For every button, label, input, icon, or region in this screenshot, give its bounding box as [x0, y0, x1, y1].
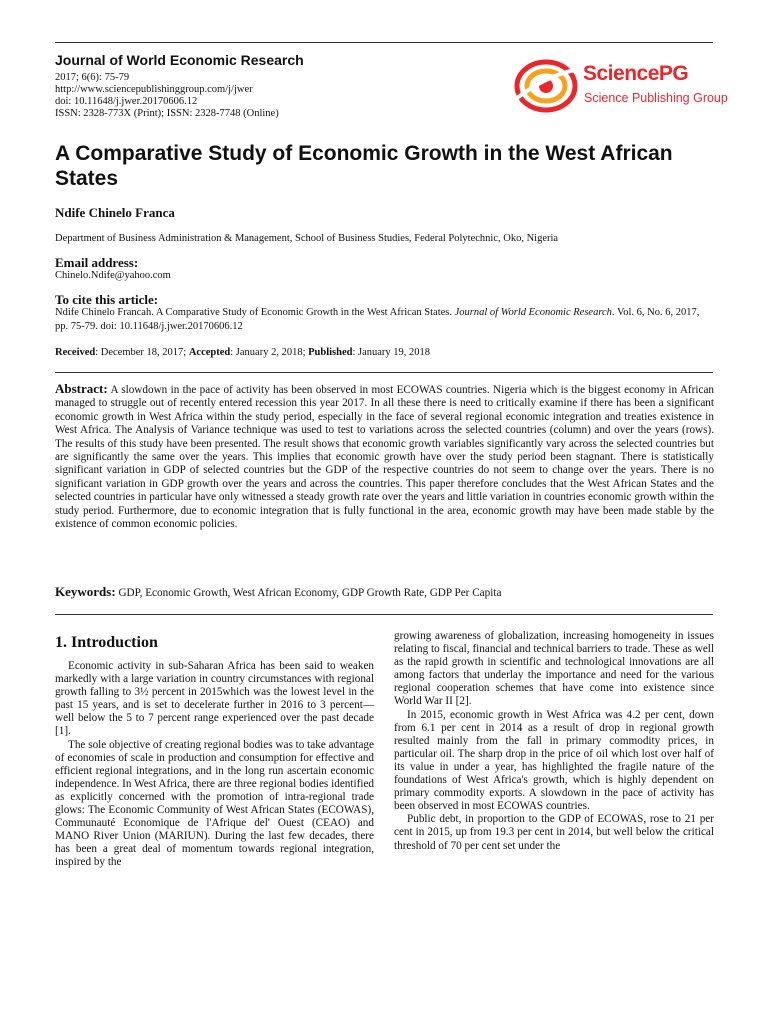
issue-info: 2017; 6(6): 75-79: [55, 72, 130, 83]
abstract: [55, 382, 714, 531]
cite-heading: To cite this article:: [55, 292, 159, 307]
journal-url[interactable]: http://www.sciencepublishinggroup.com/j/jwer: [55, 84, 253, 95]
cite-text: Ndife Chinelo Francah. A Comparative Study of Economic Growth in the West African States.: [55, 307, 453, 318]
header-rule: [55, 42, 713, 43]
journal-issn: ISSN: 2328-773X (Print); ISSN: 2328-7748 (Online): [55, 108, 279, 119]
section-heading: 1. Introduction: [55, 634, 158, 651]
left-column: [55, 660, 374, 870]
logo-brand: SciencePG: [583, 62, 689, 85]
keywords-label: Keywords:: [55, 584, 116, 599]
cite-rest: . Vol. 6, No. 6, 2017, pp. 75-79. doi: 10.11648/j.jwer.20170606.12: [55, 307, 700, 332]
accepted-date: : January 2, 2018;: [230, 347, 309, 358]
sciencepg-logo: [513, 58, 728, 114]
logo-subtitle: Science Publishing Group: [584, 91, 728, 105]
keywords-text: GDP, Economic Growth, West African Economy, GDP Growth Rate, GDP Per Capita: [118, 587, 502, 599]
right-column: [394, 630, 714, 853]
paragraph: Public debt, in proportion to the GDP of ECOWAS, rose to 21 per cent in 2015, up from 19.3 per cent in 2014, but well below the critical threshold of 70 per cent set under the: [394, 813, 714, 852]
cite-journal: Journal of World Economic Research: [454, 307, 612, 318]
journal-name: Journal of World Economic Research: [55, 52, 304, 68]
citation: [55, 306, 715, 334]
received-date: : December 18, 2017;: [95, 347, 189, 358]
journal-doi: doi: 10.11648/j.jwer.20170606.12: [55, 96, 198, 107]
journal-meta: [55, 72, 279, 120]
author-email[interactable]: Chinelo.Ndife@yahoo.com: [55, 270, 171, 281]
keywords: [55, 584, 714, 600]
accepted-label: Accepted: [188, 347, 231, 358]
received-label: Received: [55, 347, 96, 358]
paragraph: In 2015, economic growth in West Africa was 4.2 per cent, down from 6.1 per cent in 2014 as a result of drop in regional growth resulted mainly from the fall in primary commodity prices, in particular oil. The sharp drop in the price of oil which lost over half of its value in under a year, has highlighted the fragile nature of the foundations of West Africa's growth, which is highly dependent on primary commodity exports. A slowdown in the pace of activity has been observed in most ECOWAS countries.: [394, 708, 714, 813]
paragraph: growing awareness of globalization, increasing homogeneity in issues relating to fiscal, financial and technical barriers to trade. These as well as the rapid growth in scientific and technological innovations are all among factors that underlay the importance and need for the various regional cooperation schemes that have come into existence since World War II [2].: [394, 630, 714, 708]
paper-title: A Comparative Study of Economic Growth in the West African States: [55, 142, 673, 190]
author-name: Ndife Chinelo Franca: [55, 205, 175, 220]
paragraph: The sole objective of creating regional bodies was to take advantage of economies of scale in production and consumption for effective and efficient regional integrations, and in the long run ascertain economic independence. In West Africa, there are three regional bodies identified as explicitly concerned with the promotion of intra-regional trade glows: The Economic Community of West African States (ECOWAS), Communauté Economique de l'Afrique del' Ouest (CEAO) and MANO River Union (MARIUN). During the last few decades, there has been a great deal of momentum towards regional integration, inspired by the: [55, 738, 374, 869]
abstract-label: Abstract:: [55, 381, 108, 396]
email-heading: Email address:: [55, 255, 139, 270]
published-date: : January 19, 2018: [352, 347, 431, 358]
abstract-rule-top: [55, 372, 713, 373]
sciencepg-emblem-icon: [513, 58, 579, 114]
abstract-rule-bottom: [55, 614, 713, 615]
published-label: Published: [308, 347, 353, 358]
affiliation: Department of Business Administration & Management, School of Business Studies, Federal Polytechnic, Oko, Nigeria: [55, 233, 559, 244]
publication-dates: [55, 347, 430, 358]
abstract-text: A slowdown in the pace of activity has been observed in most ECOWAS countries. Nigeria which is the biggest economy in African managed to struggle out of recently entered recession this year 2017. In all these there is need to critically examine if there has been a significant economic growth in West Africa within the study period, especially in the face of several regional economic integration and treaties existence in West Africa. The Analysis of Variance technique was used to test to variations across the selected countries (column) and over the years (rows). The results of this study have been presented. The result shows that economic growth variables significantly vary across the selected countries but are significantly the same over the years. This implies that economic growth have over the study period been stagnant. There is statistically significant variation in GDP of selected countries but the GDP of the respective countries do not seem to change over the years. There is no significant variation in GDP growth over the years and across the countries. This paper therefore concludes that the West African States and the selected countries in particular have only witnessed a steady growth rate over the years and little variation in countries economic growth within the study period. Furthermore, due to economic integration that is fully functional in the area, economic growth may have been made stable by the existence of common economic policies.: [55, 384, 715, 531]
paragraph: Economic activity in sub-Saharan Africa has been said to weaken markedly with a large variation in country circumstances with regional growth falling to 3½ percent in 2015which was the lowest level in the past 15 years, and is set to decelerate further in 2016 to 3 percent—well below the 5 to 7 percent range experienced over the past decade [1].: [55, 660, 374, 738]
